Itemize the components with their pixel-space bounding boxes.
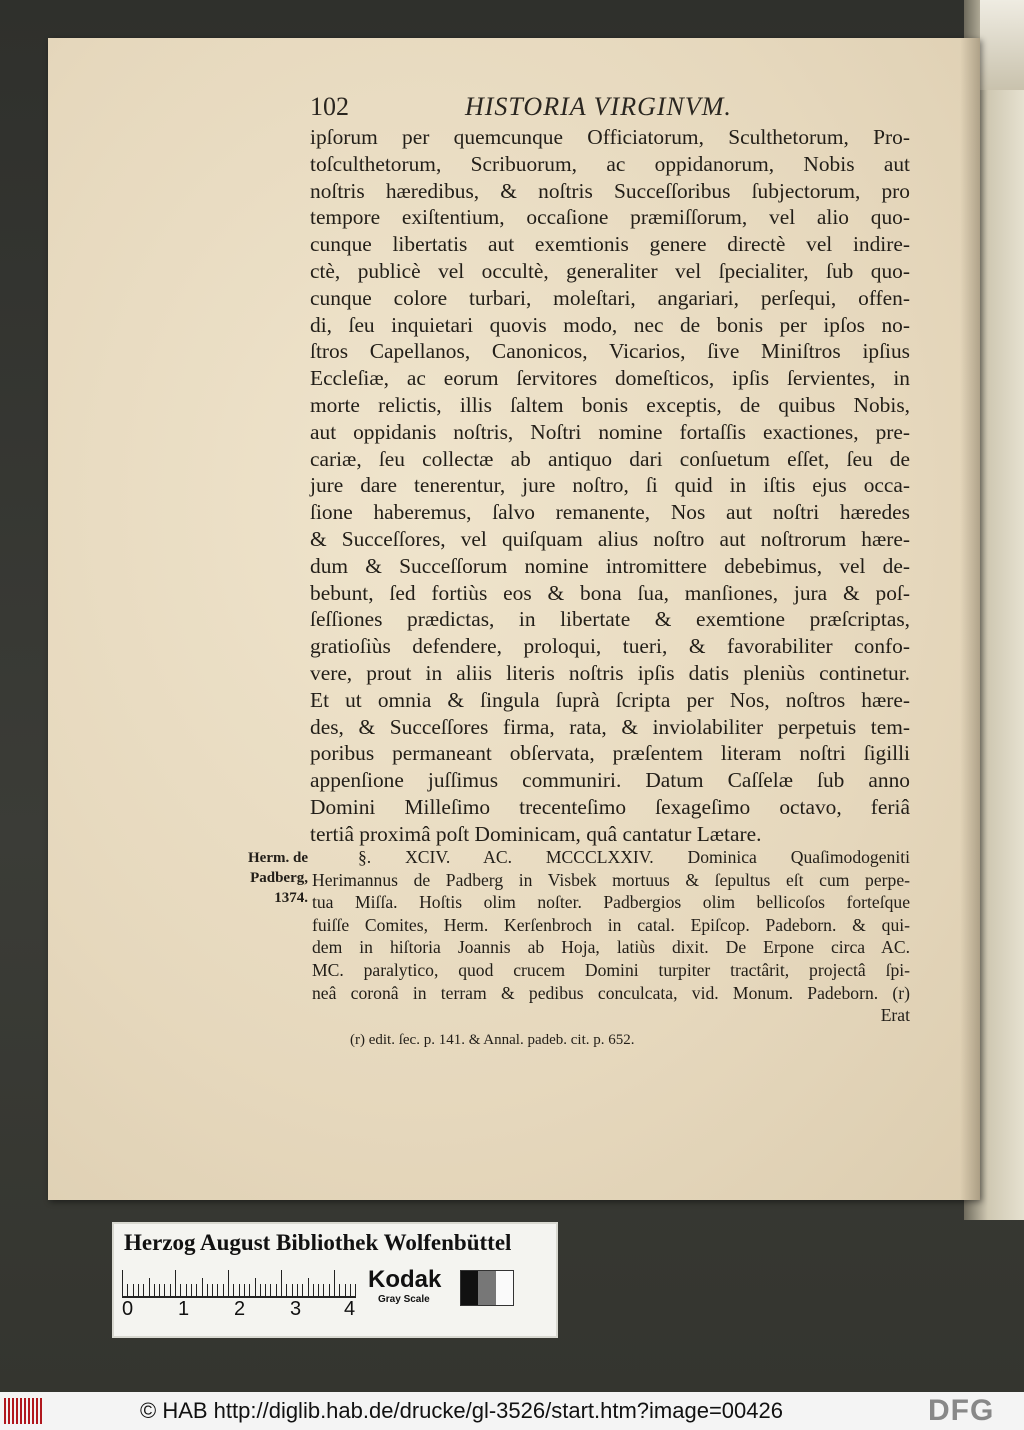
ruler-tick — [281, 1270, 282, 1296]
scale-number: 2 — [234, 1298, 246, 1320]
footer-bar — [0, 1392, 1024, 1430]
ruler-tick — [202, 1278, 203, 1296]
ruler-tick — [286, 1284, 287, 1296]
footnote: (r) edit. ſec. p. 141. & Annal. padeb. cit. p. 652. — [350, 1032, 635, 1048]
ruler-tick — [339, 1284, 340, 1296]
ruler-tick — [249, 1284, 250, 1296]
swatch-gray — [478, 1271, 495, 1305]
ruler-tick — [228, 1270, 229, 1296]
ruler-tick — [308, 1278, 309, 1296]
text-line: tempore exiſtentium, occaſione præmiſſorum, vel alio quo- — [310, 205, 910, 230]
section-line: MC. paralytico, quod crucem Domini turpiter tractârit, projectâ ſpi- — [312, 959, 910, 980]
section-line: §. XCIV. AC. MCCCLXXIV. Dominica Quaſimodogeniti — [358, 847, 910, 867]
running-head — [310, 92, 910, 122]
ruler-tick — [233, 1284, 234, 1296]
ruler-tick — [345, 1284, 346, 1296]
ruler-tick — [175, 1270, 176, 1296]
catchword: Erat — [880, 1005, 910, 1026]
text-line: ſione haberemus, ſalvo remanente, Nos aut noſtri hæredes — [310, 500, 910, 525]
text-line: ſtros Capellanos, Canonicos, Vicarios, ſive Miniſtros ipſius — [310, 339, 910, 364]
ruler-tick — [297, 1284, 298, 1296]
scale-number: 3 — [290, 1298, 302, 1320]
ruler-tick — [180, 1284, 181, 1296]
text-line: Domini Milleſimo trecenteſimo ſexageſimo octavo, feriâ — [310, 794, 910, 819]
gray-swatches — [460, 1270, 514, 1306]
text-line: di, ſeu inquietari quovis modo, nec de bonis per ipſos no- — [310, 312, 910, 337]
ruler-tick — [265, 1284, 266, 1296]
margin-note-line: Padberg, — [250, 870, 308, 886]
ruler-tick — [127, 1284, 128, 1296]
body-text — [310, 124, 910, 848]
text-line: Eccleſiæ, ac eorum ſervitores domeſticos, ipſis ſervientes, in — [310, 366, 910, 391]
barcode-icon — [4, 1398, 44, 1424]
ruler-tick — [212, 1284, 213, 1296]
text-line: bebunt, ſed fortiùs eos & bona ſua, manſiones, jura & poſ- — [310, 580, 910, 605]
ruler-tick — [186, 1284, 187, 1296]
scale-number: 0 — [122, 1298, 134, 1320]
ruler-tick — [302, 1284, 303, 1296]
ruler-tick — [154, 1284, 155, 1296]
ruler-tick — [292, 1284, 293, 1296]
text-line: & Succeſſores, vel quiſquam alius noſtro aut noſtrorum hære- — [310, 526, 910, 551]
margin-note-line: Herm. de — [248, 850, 308, 866]
section-line: neâ coronâ in terram & pedibus conculcata, vid. Monum. Padeborn. (r) — [312, 982, 910, 1003]
ruler-tick — [217, 1284, 218, 1296]
ruler-tick — [323, 1284, 324, 1296]
text-line: cunque colore turbari, moleſtari, angariari, perſequi, offen- — [310, 285, 910, 310]
text-line: poribus permaneant obſervata, præſentem literam noſtri ſigilli — [310, 741, 910, 766]
kodak-logo: Kodak — [368, 1266, 442, 1293]
scale-number: 4 — [344, 1298, 356, 1320]
margin-note — [228, 848, 308, 908]
ruler-tick — [207, 1284, 208, 1296]
ruler-tick — [270, 1284, 271, 1296]
page-number: 102 — [310, 92, 349, 121]
gray-scale-label: Gray Scale — [378, 1294, 430, 1305]
text-line: ſeſſiones prædictas, in libertate & exemtione præſcriptas, — [310, 607, 910, 632]
ruler-tick — [255, 1278, 256, 1296]
ruler-tick — [196, 1284, 197, 1296]
text-line: morte relictis, illis ſaltem bonis exceptis, de quibus Nobis, — [310, 392, 910, 417]
library-name: Herzog August Bibliothek Wolfenbüttel — [124, 1230, 512, 1255]
ruler-tick — [191, 1284, 192, 1296]
ruler-tick — [143, 1284, 144, 1296]
ruler-tick — [276, 1284, 277, 1296]
section-line: dem in hiſtoria Joannis ab Hoja, latiùs dixit. De Erpone circa AC. — [312, 937, 910, 958]
ruler-tick — [223, 1284, 224, 1296]
scale-number: 1 — [178, 1298, 190, 1320]
ruler-tick — [149, 1278, 150, 1296]
text-line: vere, prout in aliis literis noſtris ipſis datis pleniùs continetur. — [310, 660, 910, 685]
text-line: des, & Succeſſores firma, rata, & inviolabiliter perpetuis tem- — [310, 714, 910, 739]
section-line: Herimannus de Padberg in Visbek mortuus & ſepultus eſt cum perpe- — [312, 869, 910, 890]
color-calibration-bar — [112, 1222, 558, 1338]
ruler-tick — [350, 1284, 351, 1296]
section-line: tua Miſſa. Hoſtis olim noſter. Padbergios olim bellicoſos forteſque — [312, 892, 910, 913]
text-line: tertiâ proximâ poſt Dominicam, quâ cantatur Lætare. — [310, 821, 762, 846]
scale-ruler — [122, 1268, 356, 1298]
page-gutter-shadow — [960, 38, 980, 1200]
margin-note-line: 1374. — [274, 890, 308, 906]
ruler-tick — [318, 1284, 319, 1296]
copyright-url[interactable]: © HAB http://diglib.hab.de/drucke/gl-3526/start.htm?image=00426 — [140, 1398, 783, 1423]
ruler-tick — [313, 1284, 314, 1296]
ruler-tick — [164, 1284, 165, 1296]
ruler-tick — [239, 1284, 240, 1296]
section-xciv — [312, 846, 910, 1027]
ruler-tick — [355, 1284, 356, 1296]
ruler-tick — [244, 1284, 245, 1296]
ruler-tick — [138, 1284, 139, 1296]
text-line: ctè, publicè vel occultè, generaliter vel ſpecialiter, ſub quo- — [310, 258, 910, 283]
text-line: dum & Succeſſorum nomine intromittere debebimus, vel de- — [310, 553, 910, 578]
ruler-tick — [122, 1270, 123, 1296]
text-line: jure dare tenerentur, jure noſtro, ſi quid in iſtis ejus occa- — [310, 473, 910, 498]
swatch-black — [461, 1271, 478, 1305]
text-line: noſtris hæredibus, & noſtris Succeſſoribus ſubjectorum, pro — [310, 178, 910, 203]
text-line: Et ut omnia & ſingula ſuprà ſcripta per Nos, noſtros hære- — [310, 687, 910, 712]
ruler-tick — [329, 1284, 330, 1296]
dfg-logo: DFG — [928, 1394, 995, 1427]
text-line: ipſorum per quemcunque Officiatorum, Sculthetorum, Pro- — [310, 125, 910, 149]
text-line: aut oppidanis noſtris, Noſtri nomine fortaſſis exactiones, pre- — [310, 419, 910, 444]
ruler-tick — [334, 1270, 335, 1296]
running-title: HISTORIA VIRGINVM. — [465, 92, 732, 121]
text-line: toſculthetorum, Scribuorum, ac oppidanorum, Nobis aut — [310, 151, 910, 176]
ruler-tick — [159, 1284, 160, 1296]
ruler-tick — [260, 1284, 261, 1296]
text-line: cunque libertatis aut exemtionis genere directè vel indire- — [310, 232, 910, 257]
ruler-tick — [133, 1284, 134, 1296]
text-line: appenſione juſſimus communiri. Datum Caſſelæ ſub anno — [310, 768, 910, 793]
section-line: fuiſſe Comites, Herm. Kerſenbroch in catal. Epiſcop. Padeborn. & qui- — [312, 914, 910, 935]
adjacent-page-corner — [980, 0, 1024, 90]
text-line: gratioſiùs defendere, proloqui, tueri, & favorabiliter confo- — [310, 634, 910, 659]
ruler-tick — [170, 1284, 171, 1296]
swatch-white — [496, 1271, 513, 1305]
text-line: cariæ, ſeu collectæ ab antiquo dari conſuetum eſſet, ſeu de — [310, 446, 910, 471]
